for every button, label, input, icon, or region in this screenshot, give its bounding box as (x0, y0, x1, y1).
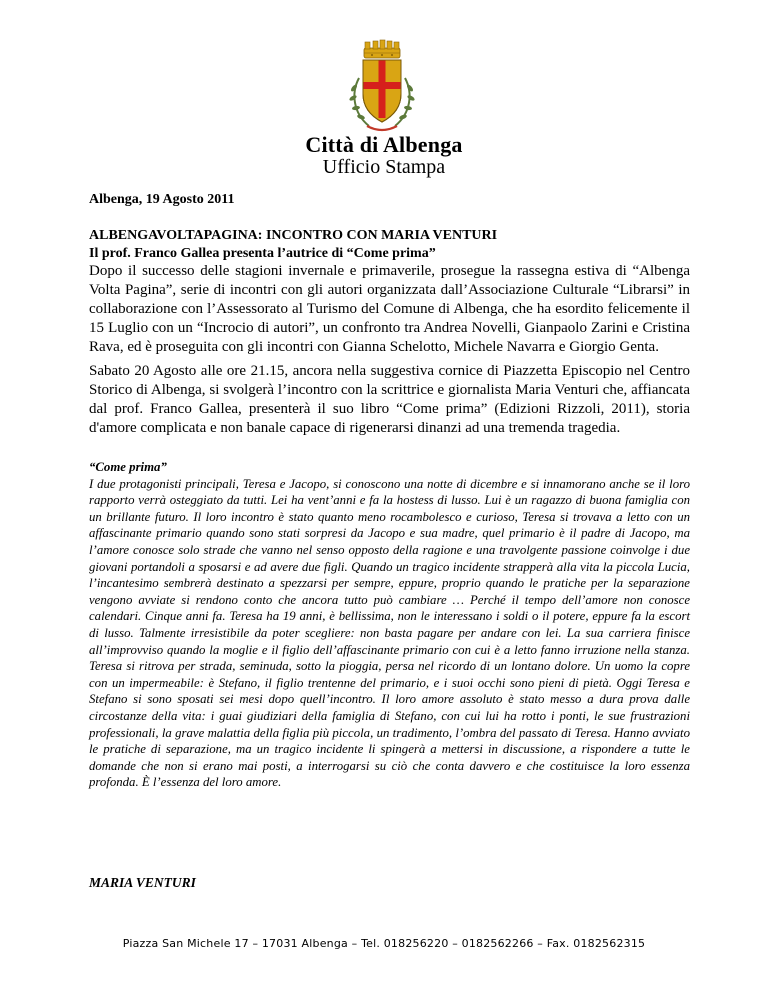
footer-contact: Piazza San Michele 17 – 17031 Albenga – Tel. 018256220 – 0182562266 – Fax. 0182562315 (122, 937, 646, 950)
body-paragraph: Sabato 20 Agosto alle ore 21.15, ancora nella suggestiva cornice di Piazzetta Episcopio nel Centro Storico di Albenga, si svolgerà l’incontro con la scrittrice e giornalista Maria Venturi che, affiancata dal prof. Franco Gallea, presenterà il suo libro “Come prima” (Edizioni Rizzoli, 2011), storia d'amore complicata e non banale capace di rigenerarsi dinanzi ad una tremenda tragedia. (89, 363, 690, 436)
book-synopsis-block (89, 459, 690, 791)
shield-icon (363, 60, 401, 122)
headline-subtitle: Il prof. Franco Gallea presenta l’autrice di “Come prima” (89, 246, 436, 261)
book-title: “Come prima” (89, 460, 167, 474)
headline-block (89, 227, 689, 263)
book-synopsis: I due protagonisti principali, Teresa e Jacopo, si conoscono una notte di dicembre e si innamorano anche se il loro rapporto verrà osteggiato da tutti. Lei ha vent’anni e fa la hostess di lusso. Lui è un ragazzo di buona famiglia con un brillante futuro. Il loro incontro è stato quanto meno rocambolesco e curioso, Teresa si trovava a letto con un affascinante primario quando sono stati sorpresi da Jacopo e sua madre, quel primario è il padre di Jacopo, ma l’amore conosce solo strade che vanno nel senso opposto della ragione e una travolgente passione coinvolge i due giovani portandoli a sposarsi e ad avere due figli. Quando un tragico incidente strapperà alla vita la piccola Lucia, l’incantesimo sembrerà destinato a spezzarsi per sempre, eppure, proprio quando le pratiche per la separazione vengono avviate si rendono conto che ancora tutto può cambiare … Perché il tempo dell’amore non conosce calendari. Cinque anni fa. Teresa ha 19 anni, è bellissima, non le interessano i soldi o il potere, eppure fa la escort di lusso. Talmente irresistibile da poter scegliere: non basta pagare per andare con lei. La sua carriera finisce all’improvviso quando la moglie e il figlio dell’affascinante primario con cui è a letto fanno irruzione nella stanza. Teresa si ritrova per strada, seminuda, sotto la pioggia, persa nel ricordo di un lontano dolore. Un uomo la copre con un impermeabile: è Stefano, il figlio trentenne del primario, e i suoi occhi sono pieni di pietà. Oggi Teresa e Stefano si sono sposati sei mesi dopo quell’incontro. Il loro amore assoluto è stato messo a dura prova dalle circostanze della vita: i guai giudiziari della famiglia di Stefano, con cui lui ha rotto i ponti, le sue frustrazioni professionali, la grave malattia della figlia più piccola, un tradimento, l’ombra del passato di Teresa. Hanno avviato le pratiche di separazione, ma un tragico incidente li spingerà a mettersi in discussione, a rispondere a tutte le domande che non si erano mai posti, a interrogarsi su ciò che conta davvero e che costituisce la loro essenza profonda. È l’essenza del loro amore. (89, 476, 690, 790)
body-paragraph: Dopo il successo delle stagioni invernale e primaverile, prosegue la rassegna estiva di “Albenga Volta Pagina”, serie di incontri con gli autori organizzata dall’Associazione Culturale “Librarsi” in collaborazione con l’Assessorato al Turismo del Comune di Albenga, che ha esordito felicemente il 15 Luglio con un “Incrocio di autori”, un confronto tra Andrea Novelli, Gianpaolo Zarini e Cristina Rava, ed è proseguita con gli incontri con Gianna Schelotto, Michele Navarra e Giorgio Genta. (89, 263, 690, 355)
city-name: Città di Albenga (305, 132, 463, 157)
city-crest-icon (339, 38, 425, 136)
headline-title: ALBENGAVOLTAPAGINA: INCONTRO CON MARIA VENTURI (89, 228, 498, 243)
crown-icon (364, 40, 400, 58)
dateline: Albenga, 19 Agosto 2011 (89, 192, 235, 207)
author-heading: MARIA VENTURI (89, 875, 196, 890)
office-name: Ufficio Stampa (322, 156, 446, 178)
